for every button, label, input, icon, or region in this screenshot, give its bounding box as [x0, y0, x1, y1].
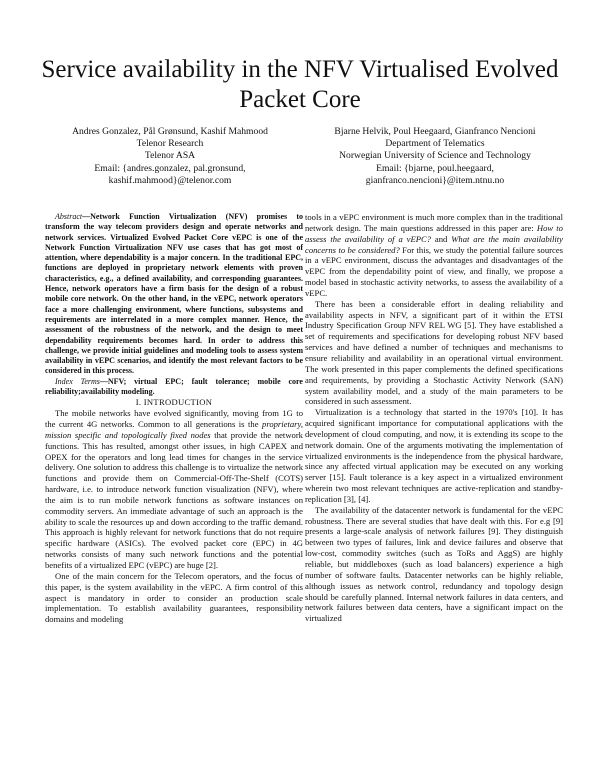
author-names: Andres Gonzalez, Pål Grønsund, Kashif Mahmood: [72, 126, 268, 137]
text-run: that provide the network functions. This has resulted, amongst other issues, in high CAPEX and OPEX for the operators and long lead times for changes in the service delivery. One solution to address this challenge is to virtualize the network functions and provide them on Commercial-Off-The-Shelf (COTS) hardware, i.e. to introduce network function visualization (NFV), where the aim is to run mobile network functions as software instances on commodity servers. An immediate advantage of such an approach is the ability to scale the resources up and down according to the traffic demand. This approach is highly relevant for network functions that do not require specific hardware (ASICs). The evolved packet core (EPC) in 4G networks consists of many such network functions and the potential benefits of a virtualized EPC (vEPC) are huge [2].: [45, 429, 303, 570]
author-email: kashif.mahmood}@telenor.com: [108, 174, 232, 186]
abstract-text: —Network Function Virtualization (NFV) promises to transform the way telecom providers design and operate networks and network services. Virtualized Evolved Packet Core vEPC is one of the Network Function Virtualization NFV use cases that has got most of attention, where dependability is a major concern. In the traditional EPC, functions are deployed in proprietary network elements with proven characteristics, e.g., a defined availability, and corresponding guarantees. Hence, network operators have a firm basis for the design of a robust mobile core network. On the other hand, in the vEPC, network operators face a more challenging environment, where functions, subsystems and requirements are interrelated in a more complex manner. Hence, the assessment of the robustness of the network, and the design to meet dependability requirements becomes hard. In order to address this challenge, we provide initial guidelines and modeling tools to assess system availability in vEPC scenarios, and identify the most relevant factors to be considered in this process.: [45, 212, 303, 376]
index-terms-label: Index Terms: [55, 376, 100, 386]
author-affiliation: Department of Telematics: [385, 138, 485, 150]
author-affiliation: Norwegian University of Science and Technology: [339, 150, 531, 162]
index-terms-text: —NFV; virtual EPC; fault tolerance; mobile core reliability;availability modeling.: [45, 376, 303, 397]
section-heading: I. INTRODUCTION: [135, 397, 213, 408]
right-column: [305, 212, 563, 624]
text-run: The mobile networks have evolved significantly, moving from 1G to the current 4G networks. Common to all generations is the: [45, 408, 303, 430]
abstract-label: Abstract: [55, 212, 83, 221]
author-affiliation: Telenor ASA: [144, 150, 196, 162]
paragraph: [305, 212, 563, 299]
emphasis-text: proprietary, mission specific and topologically fixed nodes: [45, 419, 303, 440]
author-email: Email: {andres.gonzalez, pal.gronsund,: [94, 162, 246, 174]
emphasis-text: How to assess the availability of a vEPC?: [305, 222, 563, 244]
paper-title: Service availability in the NFV Virtualised Evolved Packet Core: [41, 56, 559, 113]
paragraph: [45, 408, 303, 571]
text-run: tools in a vEPC environment is much more complex than in the traditional network design. The main questions addressed in this paper are:: [305, 212, 563, 233]
paragraph: The availability of the datacenter network is fundamental for the vEPC robustness. There are several studies that have dealt with this. For e.g [9] presents a large-scale analysis of network failures [9]. They distinguish between two types of failures, link and device failures and observe that low-cost, commodity switches (such as ToRs and AggS) are highly reliable, but middleboxes (such as load balancers) experience a high number of software faults. Datacenter networks can be highly reliable, although issues as network control, redundancy and topology design should be carefully planned. Internal network failures in data centers, and network failures between data centers, have a significant impact on the virtualized: [305, 504, 563, 624]
author-affiliation: Telenor Research: [136, 138, 204, 150]
emphasis-text: What are the main availability concerns to be considered?: [305, 233, 563, 255]
left-column: [45, 212, 303, 625]
abstract: [45, 212, 303, 377]
author-email: gianfranco.nencioni}@item.ntnu.no: [365, 174, 505, 186]
paragraph: There has been a considerable effort in dealing reliability and availability aspects in NFV, a significant part of it within the ETSI Industry Specification Group NFV REL WG [5]. They have established a set of requirements and specifications for developing robust NFV based services and have defined a number of techniques and mechanisms to ensure reliability and availability in an operational virtual environment. The work presented in this paper complements the defined specifications and requirements, by providing a Stochastic Activity Network (SAN) system availability model, and a study of the main parameters to be considered in such assessment.: [305, 298, 563, 407]
paragraph: Virtualization is a technology that started in the 1970's [10]. It has acquired significant importance for computational applications with the development of cloud computing, and now, it is extending its scope to the network domain. One of the arguments motivating the implementation of virtualized environments is the independence from the physical hardware, since any affected virtual application may be executed on any working server [15]. Fault tolerance is a key aspect in a virtualized environment wherein two most relevant techniques are active-replication and standby-replication [3], [4].: [305, 407, 563, 504]
text-run: and: [431, 233, 452, 244]
author-names: Bjarne Helvik, Poul Heegaard, Gianfranco Nencioni: [334, 126, 536, 137]
author-block-left: [40, 126, 300, 187]
author-block-right: [300, 126, 570, 187]
index-terms: [45, 377, 303, 398]
author-email: Email: {bjarne, poul.heegaard,: [376, 162, 494, 174]
text-run: For this, we study the potential failure sources in a vEPC environment, discuss the advantages and disadvantages of the vEPC from the dependability point of view, and finally, we propose a model based in stochastic activity networks, to assess the availability of a vEPC.: [305, 244, 563, 298]
paragraph: One of the main concern for the Telecom operators, and the focus of this paper, is the system availability in the vEPC. A firm control of this aspect is mandatory in order to consider an production scale implementation. To establish availability guarantees, responsibility domains and modeling: [45, 570, 303, 625]
